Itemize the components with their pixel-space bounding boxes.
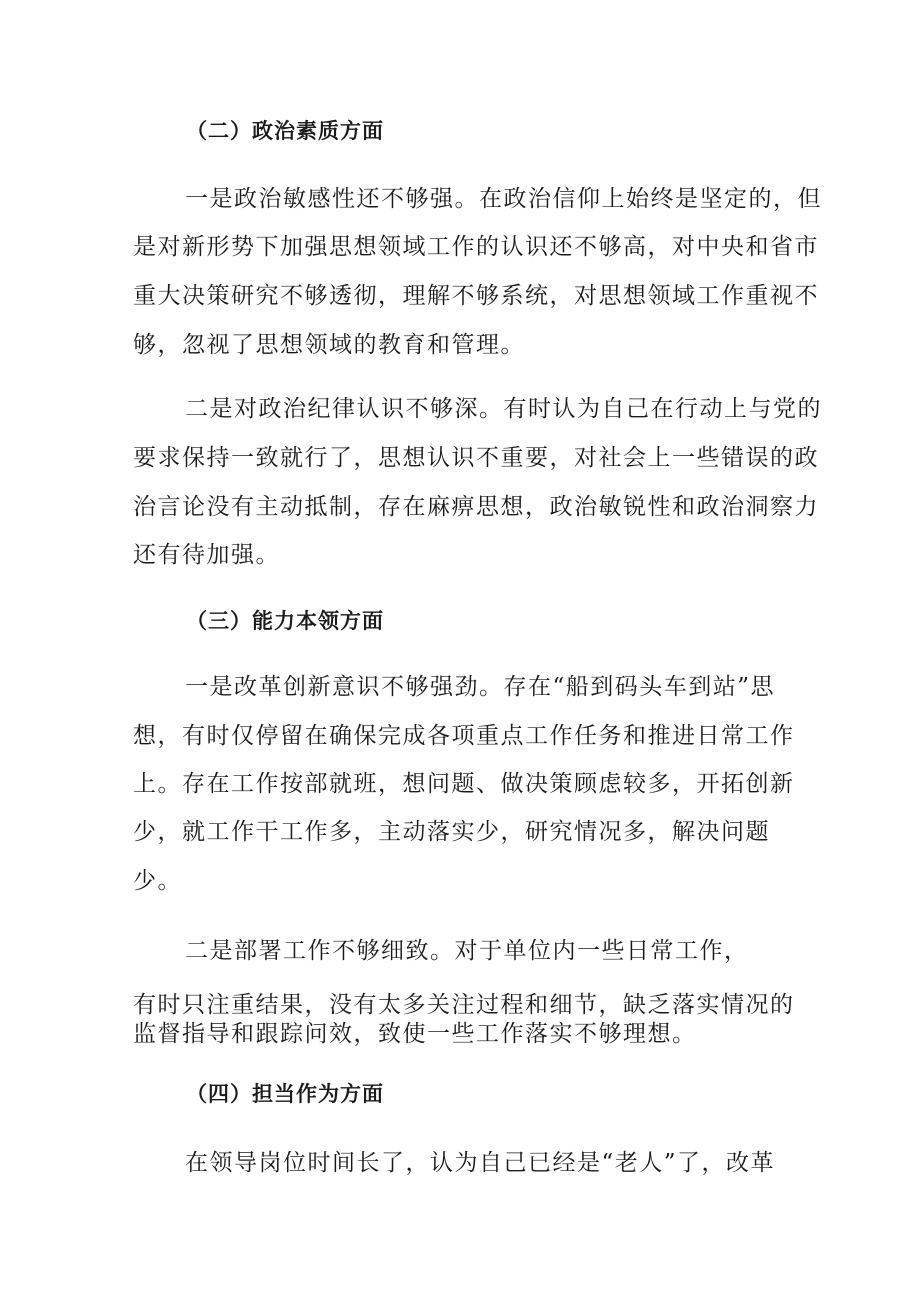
paragraph-line: 一是政治敏感性还不够强。在政治信仰上始终是坚定的，但 [185, 186, 822, 212]
paragraph-line: 二是部署工作不够细致。对于单位内一些日常工作， [185, 938, 749, 964]
paragraph-line: 在领导岗位时间长了，认为自己已经是“老人”了，改革 [185, 1150, 776, 1176]
paragraph-line: 监督指导和跟踪问效，致使一些工作落实不够理想。 [133, 1021, 697, 1047]
paragraph-line: 少。 [133, 868, 182, 894]
paragraph-line: 想，有时仅停留在确保完成各项重点工作任务和推进日常工作 [133, 723, 795, 749]
paragraph-line: 够，忽视了思想领域的教育和管理。 [133, 332, 525, 358]
paragraph-line: 还有待加强。 [133, 542, 280, 568]
section-heading: （三）能力本领方面 [186, 609, 384, 633]
section-heading: （二）政治素质方面 [186, 119, 384, 143]
paragraph-line: 重大决策研究不够透彻，理解不够系统，对思想领域工作重视不 [133, 283, 819, 309]
paragraph-line: 二是对政治纪律认识不够深。有时认为自己在行动上与党的 [185, 396, 822, 422]
paragraph-line: 少，就工作干工作多，主动落实少，研究情况多，解决问题 [133, 819, 770, 845]
paragraph-line: 上。存在工作按部就班，想问题、做决策顾虑较多，开拓创新 [133, 771, 795, 797]
paragraph-line: 治言论没有主动抵制，存在麻痹思想，政治敏锐性和政治洞察力 [133, 494, 819, 520]
paragraph-line: 是对新形势下加强思想领域工作的认识还不够高，对中央和省市 [133, 234, 819, 260]
section-heading: （四）担当作为方面 [186, 1082, 384, 1106]
paragraph-line: 有时只注重结果，没有太多关注过程和细节，缺乏落实情况的 [133, 992, 795, 1018]
paragraph-line: 要求保持一致就行了，思想认识不重要，对社会上一些错误的政 [133, 445, 819, 471]
paragraph-line: 一是改革创新意识不够强劲。存在“船到码头车到站”思 [185, 674, 776, 700]
